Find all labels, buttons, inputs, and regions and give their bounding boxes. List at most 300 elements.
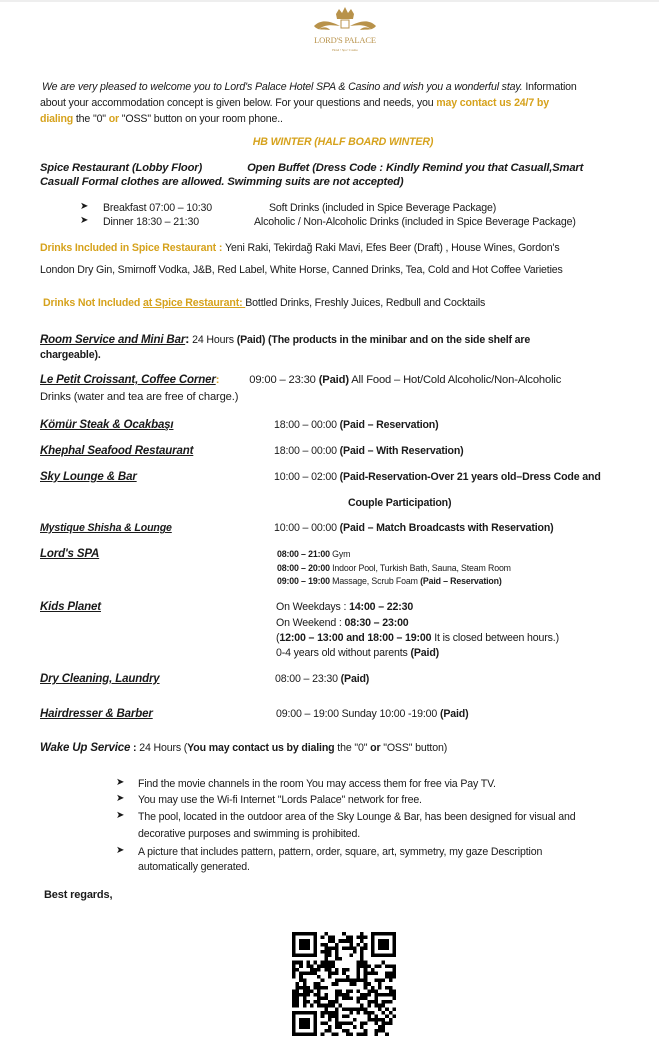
qr-module	[357, 961, 361, 965]
qr-module	[364, 997, 368, 1001]
drinks-included-line-2: London Dry Gin, Smirnoff Vodka, J&B, Red Label, White Horse, Canned Drinks, Tea, Cold and Hot Coffee Varieties	[40, 264, 563, 276]
qr-module	[314, 1032, 318, 1036]
qr-module	[364, 1032, 368, 1036]
qr-module	[306, 964, 310, 968]
qr-module	[371, 950, 375, 954]
hours: 18:00 – 00:00	[274, 419, 340, 431]
qr-module	[385, 1032, 389, 1036]
venue-komur-name: Kömür Steak & Ocakbaşı	[40, 419, 174, 431]
qr-module	[314, 971, 318, 975]
qr-module	[371, 968, 375, 972]
qr-module	[389, 1022, 393, 1026]
svg-text:Hotel • Spa • Casino: Hotel • Spa • Casino	[332, 48, 358, 52]
room-service-heading: Room Service and Mini Bar	[40, 334, 186, 346]
paid-label: (Paid – Reservation)	[420, 576, 502, 586]
qr-module	[349, 939, 353, 943]
qr-module	[292, 946, 296, 950]
qr-module	[371, 943, 375, 947]
qr-module	[331, 961, 335, 965]
qr-module	[342, 1014, 346, 1018]
hours: 10:00 – 02:00	[274, 471, 340, 483]
qr-module	[357, 964, 361, 968]
qr-module	[303, 971, 307, 975]
qr-module	[335, 1032, 339, 1036]
qr-module	[314, 968, 318, 972]
qr-module	[360, 979, 364, 983]
qr-module	[371, 932, 375, 936]
qr-module	[353, 982, 357, 986]
qr-module	[392, 971, 396, 975]
qr-module	[349, 936, 353, 940]
qr-module	[335, 950, 339, 954]
welcome-text: We are very pleased to welcome you to Lord's Palace Hotel SPA & Casino and wish you a wonderful stay.	[42, 81, 523, 93]
venue-mystique-hours	[274, 521, 554, 535]
qr-module	[364, 1011, 368, 1015]
qr-module	[389, 964, 393, 968]
qr-module	[314, 993, 318, 997]
qr-module	[296, 989, 300, 993]
qr-module	[296, 1000, 300, 1004]
qr-module	[374, 989, 378, 993]
arrow-bullet-icon: ➤	[80, 201, 89, 212]
paid-label: (Paid)	[410, 647, 440, 659]
qr-module	[374, 1022, 378, 1026]
qr-module	[346, 989, 350, 993]
qr-module	[392, 964, 396, 968]
coffee-corner-heading: Le Petit Croissant, Coffee Corner	[40, 374, 216, 386]
qr-module	[299, 932, 303, 936]
hours: 10:00 – 00:00	[274, 522, 340, 534]
qr-module	[378, 943, 382, 947]
arrow-bullet-icon: ➤	[80, 215, 89, 226]
qr-module	[335, 989, 339, 993]
qr-module	[342, 993, 346, 997]
qr-module	[292, 961, 296, 965]
qr-module	[374, 1029, 378, 1033]
qr-module	[392, 1014, 396, 1018]
qr-module	[292, 971, 296, 975]
hairdresser-name: Hairdresser & Barber	[40, 708, 153, 720]
qr-module	[321, 1004, 325, 1008]
qr-module	[317, 989, 321, 993]
qr-module	[364, 1022, 368, 1026]
qr-module	[357, 943, 361, 947]
qr-module	[303, 946, 307, 950]
qr-module	[385, 939, 389, 943]
qr-module	[339, 993, 343, 997]
qr-module	[328, 954, 332, 958]
qr-module	[314, 932, 318, 936]
qr-module	[321, 997, 325, 1001]
qr-module	[321, 961, 325, 965]
qr-module	[378, 932, 382, 936]
qr-module	[335, 993, 339, 997]
text: 0-4 years old without parents	[276, 647, 411, 659]
qr-module	[331, 1000, 335, 1004]
qr-module	[303, 939, 307, 943]
qr-module	[324, 1004, 328, 1008]
qr-module	[303, 1000, 307, 1004]
qr-module	[292, 1029, 296, 1033]
qr-module	[328, 1029, 332, 1033]
qr-module	[314, 1014, 318, 1018]
qr-module	[392, 943, 396, 947]
qr-module	[346, 939, 350, 943]
qr-module	[378, 946, 382, 950]
hours: 09:00 – 19:00 Sunday 10:00 -19:00	[276, 708, 440, 720]
qr-module	[299, 971, 303, 975]
dinner-hours: Dinner 18:30 – 21:30	[103, 216, 199, 228]
qr-module	[382, 1022, 386, 1026]
qr-module	[353, 979, 357, 983]
qr-module	[317, 997, 321, 1001]
qr-module	[392, 939, 396, 943]
qr-module	[299, 1025, 303, 1029]
qr-module	[346, 1022, 350, 1026]
qr-module	[349, 946, 353, 950]
qr-module	[328, 968, 332, 972]
time: 08:00 – 21:00	[277, 549, 330, 559]
text: Indoor Pool, Turkish Bath, Sauna, Steam Room	[329, 563, 511, 573]
venue-mystique-name: Mystique Shisha & Lounge	[40, 522, 172, 534]
text: Gym	[329, 549, 351, 559]
drinks-not-included-list: Bottled Drinks, Freshly Juices, Redbull and Cocktails	[245, 297, 486, 309]
qr-module	[385, 964, 389, 968]
qr-module	[321, 1032, 325, 1036]
qr-module	[335, 979, 339, 983]
qr-module	[360, 1004, 364, 1008]
qr-module	[335, 943, 339, 947]
qr-module	[385, 1007, 389, 1011]
qr-module	[367, 1004, 371, 1008]
qr-module	[364, 943, 368, 947]
qr-module	[353, 950, 357, 954]
qr-module	[324, 986, 328, 990]
qr-module	[303, 943, 307, 947]
qr-module	[346, 968, 350, 972]
drinks-not-included	[43, 296, 485, 310]
venue-khephal-hours	[274, 444, 464, 458]
qr-module	[306, 1032, 310, 1036]
kids-closed	[276, 631, 559, 645]
qr-module	[374, 964, 378, 968]
room-service-hours: 24 Hours	[189, 334, 237, 346]
qr-module	[324, 946, 328, 950]
coffee-corner	[40, 373, 561, 387]
qr-module	[346, 1029, 350, 1033]
hours: 24 Hours (	[139, 742, 188, 754]
qr-module	[357, 1000, 361, 1004]
qr-module	[299, 946, 303, 950]
qr-module	[310, 932, 314, 936]
qr-module	[324, 1029, 328, 1033]
spa-gym	[277, 548, 350, 561]
qr-module	[310, 1011, 314, 1015]
qr-module	[310, 954, 314, 958]
qr-module	[299, 975, 303, 979]
qr-module	[346, 1007, 350, 1011]
qr-module	[292, 1018, 296, 1022]
spa-pool	[277, 562, 511, 575]
qr-module	[382, 993, 386, 997]
qr-module	[382, 961, 386, 965]
qr-module	[314, 946, 318, 950]
note: (Paid – Reservation)	[339, 419, 439, 431]
wake-up-heading: Wake Up Service	[40, 742, 131, 754]
qr-module	[382, 939, 386, 943]
qr-module	[389, 979, 393, 983]
qr-module	[324, 950, 328, 954]
qr-module	[357, 979, 361, 983]
qr-module	[353, 946, 357, 950]
qr-module	[292, 939, 296, 943]
colon: :	[215, 374, 220, 386]
qr-module	[364, 961, 368, 965]
qr-module	[324, 1011, 328, 1015]
kids-age	[276, 646, 439, 660]
colon: :	[130, 742, 140, 754]
laundry-name: Dry Cleaning, Laundry	[40, 673, 160, 685]
room-service-note: (Paid) (The products in the minibar and on the side shelf are	[236, 334, 531, 346]
qr-module	[321, 964, 325, 968]
paid-label: (Paid)	[439, 708, 469, 720]
qr-module	[367, 1018, 371, 1022]
qr-module	[374, 1000, 378, 1004]
dinner-drinks: Alcoholic / Non-Alcoholic Drinks (included in Spice Beverage Package)	[254, 216, 576, 228]
qr-module	[306, 932, 310, 936]
qr-module	[335, 1000, 339, 1004]
qr-module	[303, 982, 307, 986]
qr-module	[292, 1000, 296, 1004]
qr-module	[292, 968, 296, 972]
qr-module	[335, 946, 339, 950]
or: or	[370, 742, 381, 754]
qr-module	[314, 1000, 318, 1004]
arrow-bullet-icon: ➤	[116, 793, 125, 804]
label: On Weekdays :	[276, 601, 350, 613]
kids-name: Kids Planet	[40, 601, 101, 613]
qr-module	[357, 968, 361, 972]
qr-module	[331, 939, 335, 943]
qr-module	[367, 993, 371, 997]
qr-module	[389, 932, 393, 936]
qr-module	[382, 1025, 386, 1029]
note: (Paid – Match Broadcasts with Reservation)	[339, 522, 554, 534]
qr-module	[342, 1029, 346, 1033]
qr-module	[364, 936, 368, 940]
qr-module	[360, 946, 364, 950]
qr-module	[374, 1018, 378, 1022]
qr-module	[349, 989, 353, 993]
qr-module	[367, 971, 371, 975]
qr-module	[296, 1032, 300, 1036]
qr-module	[314, 986, 318, 990]
qr-module	[328, 950, 332, 954]
qr-module	[364, 975, 368, 979]
qr-module	[371, 986, 375, 990]
qr-module	[303, 932, 307, 936]
qr-module	[306, 989, 310, 993]
time: 08:00 – 20:00	[277, 563, 330, 573]
qr-module	[321, 943, 325, 947]
qr-module	[364, 971, 368, 975]
qr-module	[374, 954, 378, 958]
closing: Best regards,	[44, 889, 113, 901]
qr-module	[346, 936, 350, 940]
qr-module	[317, 1004, 321, 1008]
qr-module	[382, 946, 386, 950]
qr-module	[364, 964, 368, 968]
qr-module	[299, 943, 303, 947]
qr-code-icon[interactable]	[292, 932, 396, 1036]
qr-module	[296, 993, 300, 997]
qr-module	[378, 979, 382, 983]
qr-module	[378, 993, 382, 997]
qr-module	[296, 968, 300, 972]
qr-module	[349, 979, 353, 983]
qr-module	[306, 986, 310, 990]
note-pool-line-2: decorative purposes and swimming is prohibited.	[138, 828, 361, 840]
qr-module	[342, 1007, 346, 1011]
spa-name: Lord's SPA	[40, 548, 100, 560]
qr-module	[324, 964, 328, 968]
qr-module	[310, 968, 314, 972]
qr-module	[392, 968, 396, 972]
qr-module	[371, 939, 375, 943]
qr-module	[310, 1004, 314, 1008]
qr-module	[346, 946, 350, 950]
drinks-included-list: Yeni Raki, Tekirdağ Raki Mavi, Efes Beer (Draft) , House Wines, Gordon's	[225, 242, 560, 254]
qr-module	[342, 979, 346, 983]
qr-module	[331, 1014, 335, 1018]
qr-module	[378, 986, 382, 990]
qr-module	[339, 1022, 343, 1026]
qr-module	[385, 1022, 389, 1026]
qr-module	[371, 1000, 375, 1004]
qr-module	[306, 1018, 310, 1022]
qr-module	[303, 997, 307, 1001]
qr-module	[306, 993, 310, 997]
page-edge	[0, 0, 659, 2]
qr-module	[324, 954, 328, 958]
drinks-not-included-label: at Spice Restaurant:	[143, 297, 246, 309]
qr-module	[299, 1018, 303, 1022]
qr-module	[374, 1004, 378, 1008]
qr-module	[292, 1004, 296, 1008]
breakfast-hours: Breakfast 07:00 – 10:30	[103, 202, 213, 214]
qr-module	[331, 971, 335, 975]
qr-module	[314, 1022, 318, 1026]
qr-module	[382, 1018, 386, 1022]
qr-module	[392, 975, 396, 979]
qr-module	[328, 1018, 332, 1022]
qr-module	[360, 950, 364, 954]
qr-module	[385, 971, 389, 975]
time: 08:30 – 23:00	[344, 617, 409, 629]
qr-module	[371, 954, 375, 958]
qr-module	[292, 993, 296, 997]
qr-module	[292, 943, 296, 947]
qr-module	[314, 982, 318, 986]
qr-module	[389, 971, 393, 975]
qr-module	[374, 979, 378, 983]
qr-module	[374, 997, 378, 1001]
qr-module	[378, 954, 382, 958]
qr-module	[367, 989, 371, 993]
qr-module	[306, 939, 310, 943]
qr-module	[364, 993, 368, 997]
qr-module	[364, 979, 368, 983]
hairdresser-hours	[276, 707, 468, 721]
qr-module	[360, 1007, 364, 1011]
qr-module	[367, 964, 371, 968]
contact-text: You may contact us by dialing	[187, 742, 335, 754]
qr-module	[321, 1014, 325, 1018]
qr-module	[335, 971, 339, 975]
qr-module	[328, 946, 332, 950]
text: "OSS" button)	[380, 742, 448, 754]
qr-module	[360, 932, 364, 936]
qr-module	[299, 939, 303, 943]
qr-module	[292, 1011, 296, 1015]
intro-line-3	[40, 112, 283, 126]
kids-weekdays	[276, 600, 413, 614]
qr-module	[296, 954, 300, 958]
qr-module	[342, 946, 346, 950]
qr-module	[357, 936, 361, 940]
qr-module	[292, 1032, 296, 1036]
qr-module	[314, 950, 318, 954]
qr-module	[389, 1000, 393, 1004]
qr-module	[357, 997, 361, 1001]
breakfast-drinks: Soft Drinks (included in Spice Beverage Package)	[269, 202, 497, 214]
spice-dress-code-line-2: Casuall Formal clothes are allowed. Swimming suits are not accepted)	[40, 176, 404, 188]
qr-module	[317, 968, 321, 972]
spice-name: Spice Restaurant (Lobby Floor)	[40, 162, 203, 174]
qr-module	[306, 954, 310, 958]
qr-module	[335, 1022, 339, 1026]
or-highlight: or	[108, 113, 120, 125]
qr-module	[360, 964, 364, 968]
qr-module	[306, 1025, 310, 1029]
qr-module	[324, 968, 328, 972]
qr-module	[378, 1018, 382, 1022]
qr-module	[360, 1032, 364, 1036]
qr-module	[364, 982, 368, 986]
text: Massage, Scrub Foam	[329, 576, 421, 586]
qr-module	[342, 939, 346, 943]
coffee-corner-desc-line-2: Drinks (water and tea are free of charge.)	[40, 391, 239, 403]
qr-module	[339, 1004, 343, 1008]
qr-module	[371, 946, 375, 950]
qr-module	[328, 939, 332, 943]
qr-module	[382, 979, 386, 983]
qr-module	[382, 1029, 386, 1033]
venue-sky-lounge-hours	[274, 470, 601, 484]
qr-module	[303, 986, 307, 990]
qr-module	[292, 975, 296, 979]
qr-module	[324, 961, 328, 965]
qr-module	[331, 982, 335, 986]
qr-module	[389, 993, 393, 997]
note: (Paid-Reservation-Over 21 years old–Dress Code and	[339, 471, 601, 483]
qr-module	[346, 979, 350, 983]
qr-module	[349, 1032, 353, 1036]
arrow-bullet-icon: ➤	[116, 845, 125, 856]
qr-module	[331, 936, 335, 940]
qr-module	[357, 971, 361, 975]
qr-module	[324, 957, 328, 961]
